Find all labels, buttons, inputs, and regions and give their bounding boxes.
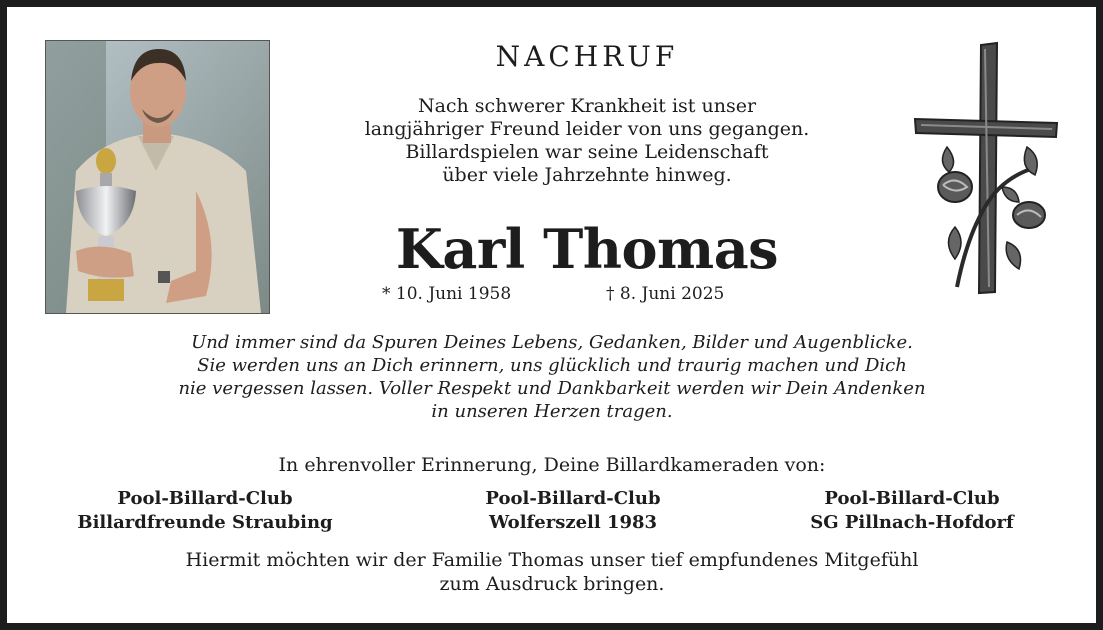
closing-text	[47, 548, 1057, 596]
club-name: SG Pillnach-Hofdorf	[810, 512, 1014, 533]
memory-line: In ehrenvoller Erinnerung, Deine Billardkameraden von:	[278, 454, 826, 476]
intro-line: Nach schwerer Krankheit ist unser	[417, 95, 757, 117]
intro-text	[297, 95, 877, 187]
club-signature	[35, 487, 375, 535]
verse-line: Und immer sind da Spuren Deines Lebens, Gedanken, Bilder und Augenblicke.	[191, 332, 913, 353]
intro-line: Billardspielen war seine Leidenschaft	[405, 141, 769, 163]
club-signature	[742, 487, 1082, 535]
verse-line: Sie werden uns an Dich erinnern, uns glücklich und traurig machen und Dich	[197, 355, 907, 376]
memorial-verse	[47, 331, 1057, 423]
club-signature	[403, 487, 743, 535]
club-type: Pool-Billard-Club	[824, 488, 1000, 509]
closing-line: zum Ausdruck bringen.	[439, 573, 665, 595]
page-title: NACHRUF	[495, 40, 679, 73]
death-date: † 8. Juni 2025	[606, 284, 725, 304]
deceased-name: Karl Thomas	[395, 217, 779, 281]
birth-date: * 10. Juni 1958	[382, 284, 512, 304]
club-type: Pool-Billard-Club	[485, 488, 661, 509]
club-type: Pool-Billard-Club	[117, 488, 293, 509]
club-name: Billardfreunde Straubing	[77, 512, 333, 533]
portrait-with-trophy-photo	[45, 40, 270, 314]
cross-with-roses-icon	[907, 37, 1062, 297]
intro-line: über viele Jahrzehnte hinweg.	[442, 164, 732, 186]
intro-line: langjähriger Freund leider von uns gegangen.	[364, 118, 810, 140]
verse-line: in unseren Herzen tragen.	[431, 401, 673, 422]
club-name: Wolferszell 1983	[488, 512, 658, 533]
closing-line: Hiermit möchten wir der Familie Thomas unser tief empfundenes Mitgefühl	[185, 549, 919, 571]
verse-line: nie vergessen lassen. Voller Respekt und Dankbarkeit werden wir Dein Andenken	[178, 378, 926, 399]
